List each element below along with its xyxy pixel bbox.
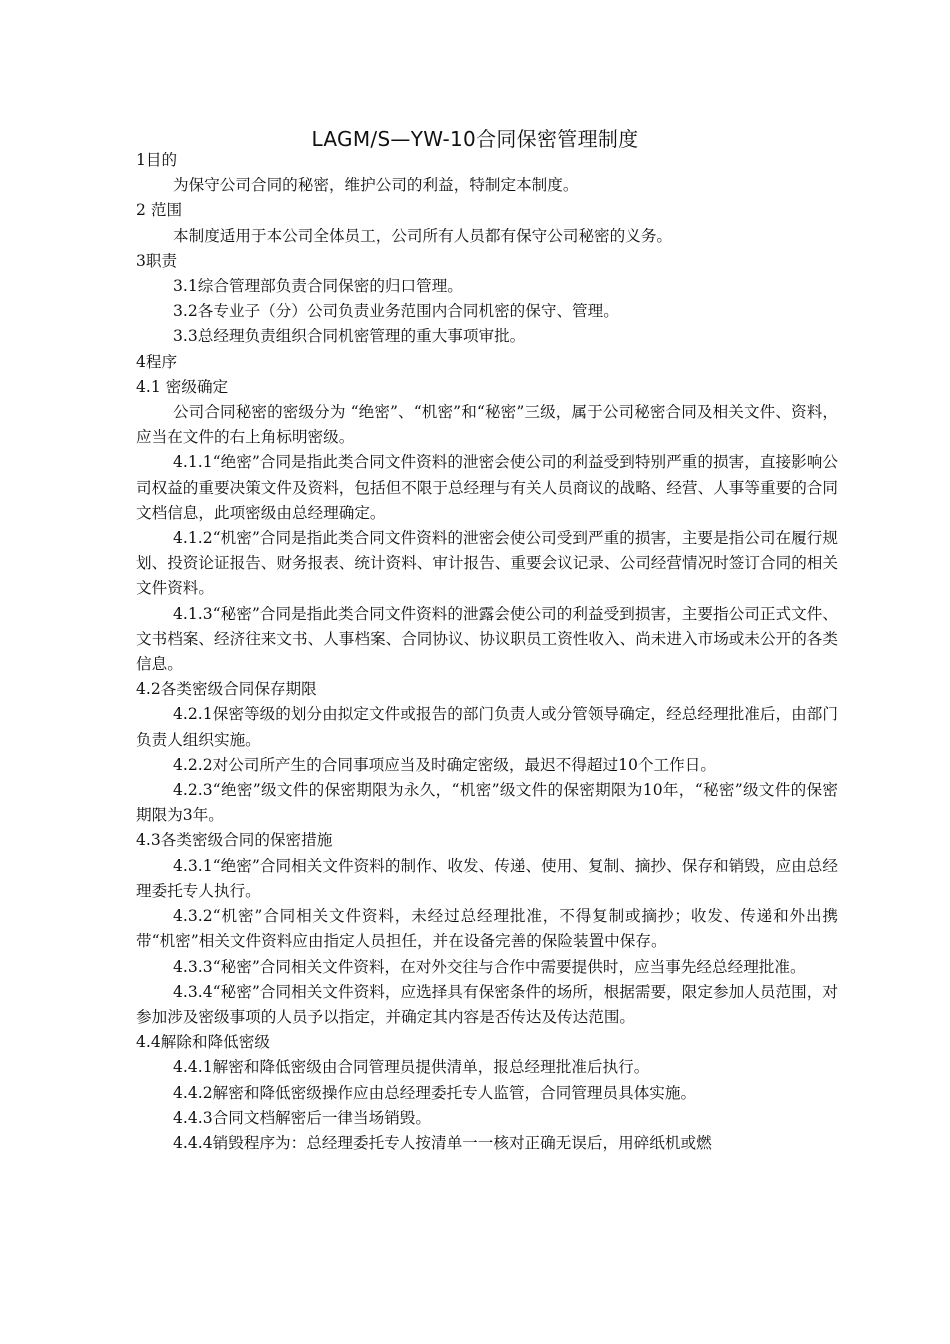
section-4-4-heading: 4.4解除和降低密级 xyxy=(136,1033,270,1052)
section-4-3-4-paragraph: 4.3.4“秘密”合同相关文件资料，应选择具有保密条件的场所，根据需要，限定参加人员范围，对参加涉及密级事项的人员予以指定，并确定其内容是否传达及传达范围。 xyxy=(136,982,838,1026)
section-3-3-paragraph: 3.3总经理负责组织合同机密管理的重大事项审批。 xyxy=(173,327,526,346)
section-4-4-3-paragraph: 4.4.3合同文档解密后一律当场销毁。 xyxy=(173,1108,431,1127)
section-4-3-heading: 4.3各类密级合同的保密措施 xyxy=(136,831,333,850)
section-4-2-1-paragraph: 4.2.1保密等级的划分由拟定文件或报告的部门负责人或分管领导确定，经总经理批准后，由部门负责人组织实施。 xyxy=(136,705,838,749)
section-4-2-heading: 4.2各类密级合同保存期限 xyxy=(136,680,317,699)
section-1-paragraph: 为保守公司合同的秘密，维护公司的利益，特制定本制度。 xyxy=(173,176,579,195)
section-4-4-2-paragraph: 4.4.2解密和降低密级操作应由总经理委托专人监管，合同管理员具体实施。 xyxy=(173,1083,697,1102)
document-title: LAGM/S—YW-10合同保密管理制度 xyxy=(311,127,639,151)
section-3-1-paragraph: 3.1综合管理部负责合同保密的归口管理。 xyxy=(173,277,463,296)
section-2-heading: 2 范围 xyxy=(136,201,183,220)
section-4-4-4-paragraph: 4.4.4销毁程序为：总经理委托专人按清单一一核对正确无误后，用碎纸机或燃 xyxy=(173,1133,712,1152)
section-3-heading: 3职责 xyxy=(136,251,178,270)
section-3-2-paragraph: 3.2各专业子（分）公司负责业务范围内合同机密的保守、管理。 xyxy=(173,302,619,321)
section-4-3-3-paragraph: 4.3.3“秘密”合同相关文件资料，在对外交往与合作中需要提供时，应当事先经总经理批准。 xyxy=(173,957,806,976)
section-4-3-2-paragraph: 4.3.2“机密”合同相关文件资料，未经过总经理批准，不得复制或摘抄；收发、传递和外出携带“机密”相关文件资料应由指定人员担任，并在设备完善的保险装置中保存。 xyxy=(136,907,838,951)
section-4-1-heading: 4.1 密级确定 xyxy=(136,377,229,396)
section-4-2-2-paragraph: 4.2.2对公司所产生的合同事项应当及时确定密级，最迟不得超过10个工作日。 xyxy=(173,755,716,774)
section-1-heading: 1目的 xyxy=(136,151,178,169)
section-2-paragraph: 本制度适用于本公司全体员工，公司所有人员都有保守公司秘密的义务。 xyxy=(173,226,673,245)
section-4-4-1-paragraph: 4.4.1解密和降低密级由合同管理员提供清单，报总经理批准后执行。 xyxy=(173,1058,650,1077)
document-body xyxy=(136,148,838,1156)
section-4-1-2-paragraph: 4.1.2“机密”合同是指此类合同文件资料的泄密会使公司受到严重的损害，主要是指公司在履行规划、投资论证报告、财务报表、统计资料、审计报告、重要会议记录、公司经营情况时签订合同的相关文件资料。 xyxy=(136,529,838,598)
section-4-3-1-paragraph: 4.3.1“绝密”合同相关文件资料的制作、收发、传递、使用、复制、摘抄、保存和销毁，应由总经理委托专人执行。 xyxy=(136,856,838,900)
section-4-1-1-paragraph: 4.1.1“绝密”合同是指此类合同文件资料的泄密会使公司的利益受到特别严重的损害，直接影响公司权益的重要决策文件及资料，包括但不限于总经理与有关人员商议的战略、经营、人事等重要的合同文档信息，此项密级由总经理确定。 xyxy=(136,453,838,522)
section-4-2-3-paragraph: 4.2.3“绝密”级文件的保密期限为永久，“机密”级文件的保密期限为10年，“秘密”级文件的保密期限为3年。 xyxy=(136,781,838,825)
section-4-1-3-paragraph: 4.1.3“秘密”合同是指此类合同文件资料的泄露会使公司的利益受到损害，主要指公司正式文件、文书档案、经济往来文书、人事档案、合同协议、协议职员工资性收入、尚未进入市场或未公开的各类信息。 xyxy=(136,604,838,674)
section-4-1-paragraph: 公司合同秘密的密级分为 “绝密”、“机密”和“秘密”三级，属于公司秘密合同及相关文件、资料，应当在文件的右上角标明密级。 xyxy=(136,403,838,447)
section-4-heading: 4程序 xyxy=(136,352,178,371)
